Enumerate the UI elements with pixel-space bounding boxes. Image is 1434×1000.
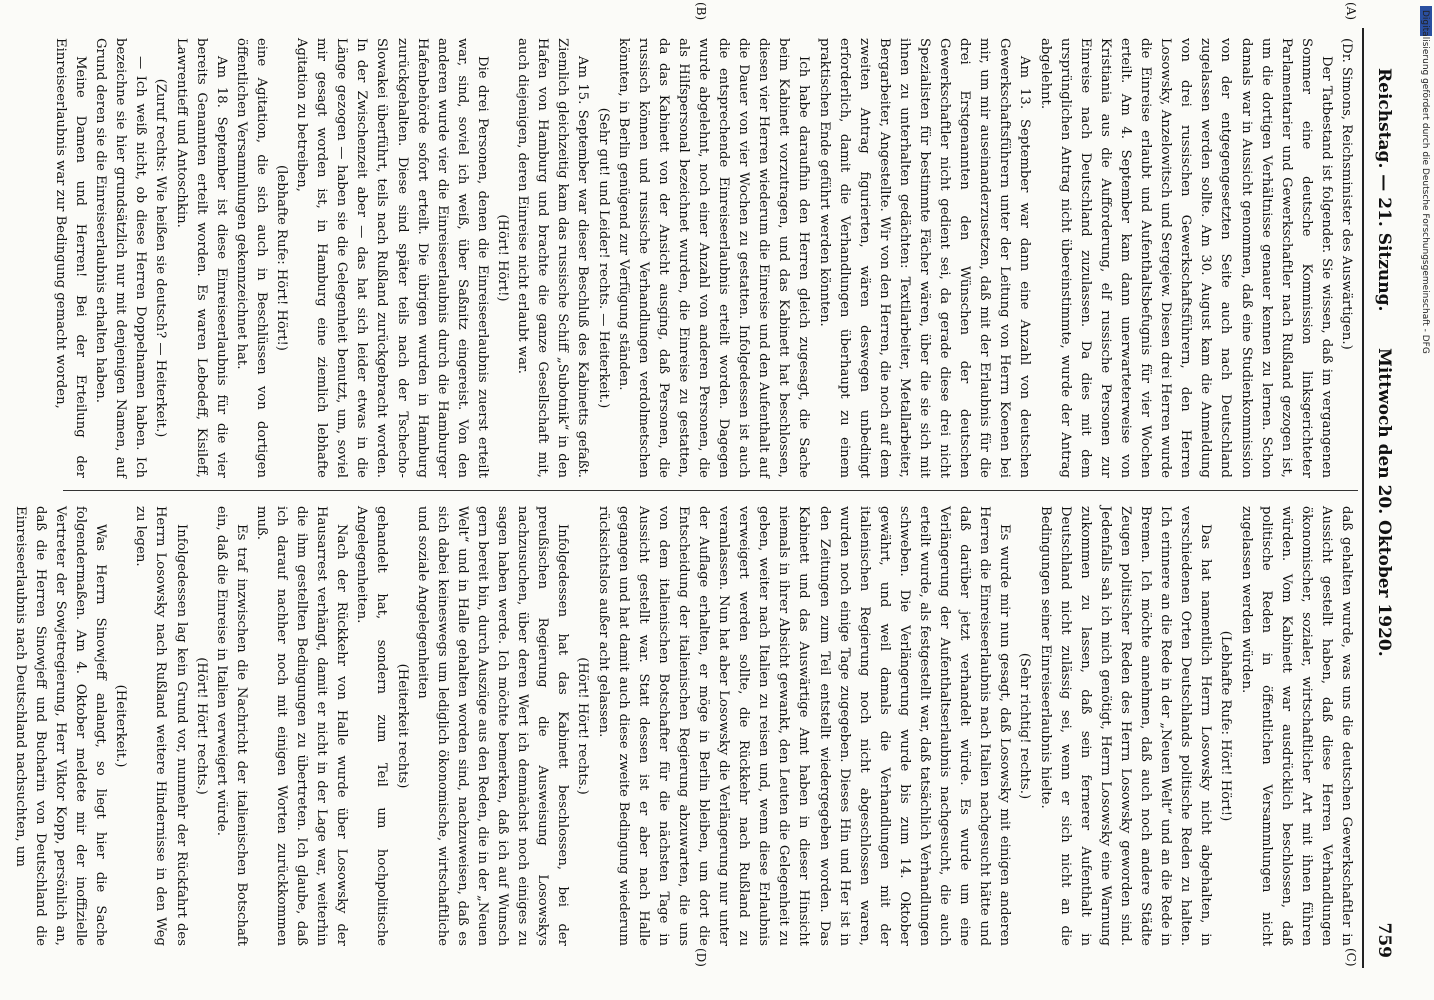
- interjection: (Hört! Hört! rechts.): [575, 657, 591, 795]
- paragraph: Infolgedessen lag kein Grund vor, nunmehr der Rückfahrt des Herrn Losowsky nach Rußland weitere Hindernisse in den Weg zu legen.: [133, 506, 189, 946]
- margin-mark-d: (D): [694, 948, 708, 967]
- interjection: (Sehr gut! und Leider! rechts. — Heiterkeit.): [595, 107, 611, 409]
- digitization-note: [1418, 10, 1432, 600]
- margin-mark-a: (A): [1344, 2, 1358, 21]
- paragraph: daß gehalten wurde, was uns die deutschen Gewerkschaftler in Aussicht gestellt haben, daß diese Herren Verhandlungen ökonomischer, sozialer, wirtschaftlicher Art mit ihnen führen würden. Vom Kabinett war ausdrücklich beschlossen, daß politische Reden in öffentlichen Versammlungen nicht zugelassen werden würden.: [1238, 506, 1354, 946]
- paragraph: Am 15. September war dieser Beschluß des Kabinetts gefaßt. Ziemlich gleichzeitig kam das russische Schiff „Subotnik“ in den Hafen von Hamburg und brachte die ganze Gesellschaft mit, auch diejenigen, deren Einreise nicht erlaubt war.: [515, 38, 591, 478]
- paragraph: Was Herrn Sinowjeff anlangt, so liegt hier die Sache folgendermaßen. Am 4. Oktober meldete mir der inoffizielle Vertreter der Sowjetregierung, Herr Viktor Kopp, persönlich an, daß die Herren Sinowjeff und Bucharin von Deutschland die Einreiseerlaubnis nach Deutschland nachsuchten, um: [12, 506, 109, 946]
- paragraph: Am 18. September ist diese Einreiseerlaubnis für die vier bereits Genannten erteilt worden. Es waren Lebedeff, Kisileff, Lawrentieff und Antoschkin.: [173, 38, 229, 478]
- text-column-right: [10, 506, 1356, 946]
- paragraph: Infolgedessen hat das Kabinett beschlossen, bei der preußischen Regierung die Ausweisung Losowskys nachzusuchen, über deren Wert ich demnächst noch einiges zu sagen haben werde. Ich möchte bemerken, daß ich auf Wunsch gern bereit bin, durch Auszüge aus den Reden, die in der „Neuen Welt“ und in Halle gehalten worden sind, nachzuweisen, daß es sich dabei keineswegs um lediglich ökonomische, wirtschaftliche und soziale Angelegenheiten: [414, 506, 571, 946]
- header-rule: [1362, 28, 1364, 968]
- paragraph: Das hat namentlich Herrn Losowsky nicht abgehalten, in verschiedenen Orten Deutschlands politische Reden zu halten. Ich erinnere an die Rede in der „Neuen Welt“ und an die Rede in Bremen. Ich möchte annehmen, daß auch noch andere Städte Zeugen politischer Reden des Herrn Losowsky geworden sind. Jedenfalls sah ich mich genötigt, Herrn Losowsky eine Warnung zukommen zu lassen, daß sein fernerer Aufenthalt in Deutschland nicht zulässig sei, wenn er sich nicht an die Bedingungen seiner Einreiseerlaubnis hielte.: [1037, 506, 1214, 946]
- running-header: [1368, 28, 1398, 968]
- text-column-left: [50, 38, 1356, 478]
- margin-mark-c: (C): [1344, 948, 1358, 967]
- paragraph: Es traf inzwischen die Nachricht der italienischen Botschaft ein, daß die Einreise in Italien verweigert würde.: [213, 506, 249, 946]
- interjection: (lebhafte Rufe: Hört! Hört!): [274, 165, 290, 351]
- page-number: 759: [1374, 922, 1394, 958]
- interjection: (Sehr richtig! rechts.): [1017, 652, 1033, 800]
- interjection: (Heiterkeit.): [113, 684, 129, 768]
- interjection: (Hört! Hört!): [495, 214, 511, 302]
- paragraph: Der Tatbestand ist folgender. Sie wissen, daß im vergangenen Sommer eine deutsche Kommission linksgerichteter Parlamentarier und Gewerkschaftler nach Rußland gezogen ist, um die dortigen Verhältnisse genauer kennen zu lernen. Schon damals war in Aussicht genommen, daß eine Studienkommission von der entgegengesetzten Seite auch nach Deutschland zugelassen werden sollte. Am 30. August kam die Anmeldung von drei russischen Gewerkschaftsführern, den Herren Losowsky, Anzelowitsch und Sergejew. Diesen drei Herren wurde die Einreise erlaubt und Aufenthaltsbefugnis für vier Wochen erteilt. Am 4. September kam dann unerwarteterweise von Kristiania aus die Aufforderung, elf russische Personen zur Einreise nach Deutschland zuzulassen. Da dies mit dem ursprünglichen Antrag nicht übereinstimmte, wurde der Antrag abgelehnt.: [1037, 38, 1334, 478]
- interjection: (Hört! Hört! rechts.): [193, 657, 209, 795]
- header-session: Reichstag. — 21. Sitzung.: [1374, 68, 1394, 312]
- paragraph: Ich habe daraufhin den Herren gleich zugesagt, die Sache beim Kabinett vorzutragen, und das Kabinett hat beschlossen, diesen vier Herren wiederum die Einreise und den Aufenthalt auf die Dauer von vier Wochen zu gestatten. Infolgedessen ist auch die entsprechende Einreiseerlaubnis erteilt worden. Dagegen wurde abgelehnt, noch einer Anzahl von anderen Personen, die als Hilfspersonal bezeichnet wurden, die Einreise zu gestatten, da das Kabinett von der Ansicht ausging, daß Personen, die russisch können und russische Verhandlungen verdolmetschen könnten, in Berlin genügend zur Verfügung ständen.: [615, 38, 812, 478]
- paragraph: Am 13. September war dann eine Anzahl von deutschen Gewerkschaftsführern unter der Leitung von Herrn Koenen bei mir, um mir auseinanderzusetzen, daß mit der Erlaubnis für die drei Erstgenannten den Wünschen der deutschen Gewerkschaftler nicht gedient sei, da gerade diese drei nicht Spezialisten für bestimmte Fächer wären, über die sie sich mit ihnen zu unterhalten gedächten: Textilarbeiter, Metallarbeiter, Bergarbeiter, Angestellte. Wir von den Herren, die noch auf dem zweiten Antrag figurierten, wären deswegen unbedingt erforderlich, damit die Verhandlungen überhaupt zu einem praktischen Ende geführt werden könnten.: [816, 38, 1033, 478]
- margin-mark-b: (B): [694, 2, 708, 21]
- paragraph: Die drei Personen, denen die Einreiseerlaubnis zuerst erteilt war, sind, soviel ich weiß, über Saßnitz eingereist. Von den anderen wurde vier die Einreiseerlaubnis durch die Hamburger Hafenbehörde sofort erteilt. Die übrigen wurden in Hamburg zurückgehalten. Diese sind später teils nach der Tschecho-Slowakei überführt, teils nach Rußland zurückgebracht worden. In der Zwischenzeit aber — das hat sich leider etwas in die Länge gezogen — haben sie die Gelegenheit benutzt, um, soviel mir gesagt worden ist, in Hamburg eine ziemlich lebhafte Agitation zu betreiben,: [294, 38, 490, 478]
- paragraph: Nach der Rückkehr von Halle wurde über Losowsky der Hausarrest verhängt, damit er nicht in der Lage war, weiterhin die ihm gestellten Bedingungen zu übertreten. Ich glaube, daß ich darauf nachher noch mit einigen Worten zurückkommen muß.: [253, 506, 350, 946]
- digitization-note-text: Digitalisierung gefördert durch die Deutsche Forschungsgemeinschaft - DFG: [1420, 10, 1430, 354]
- paragraph: — Ich weiß nicht, ob diese Herren Doppelnamen haben. Ich bezeichne sie hier grundsätzlich nur mit denjenigen Namen, auf Grund deren sie die Einreiseerlaubnis erhalten haben.: [93, 38, 149, 478]
- column-divider: [63, 490, 1358, 491]
- speaker-line: (Dr. Simons, Reichsminister des Auswärtigen.): [1339, 38, 1354, 350]
- page-content-rotated: [12, 2, 1398, 968]
- interjection: (Zuruf rechts: Wie heißen sie deutsch? — Heiterkeit.): [153, 78, 169, 438]
- header-date: Mittwoch den 20. Oktober 1920.: [1374, 348, 1394, 657]
- paragraph: Meine Damen und Herren! Bei der Erteilung der Einreiseerlaubnis war zur Bedingung gemacht worden,: [53, 38, 89, 478]
- paragraph: eine Agitation, die sich auch in Beschlüssen von dortigen öffentlichen Versammlungen gekennzeichnet hat.: [233, 38, 269, 478]
- paragraph: gehandelt hat, sondern zum Teil um hochpolitische Angelegenheiten.: [354, 506, 390, 946]
- paragraph: Es wurde mir nun gesagt, daß Losowsky mit einigen anderen Herren die Einreiseerlaubnis nach Italien nachgesucht hätte und daß darüber jetzt verhandelt würde. Es wurde um eine Verlängerung der Aufenthaltserlaubnis nachgesucht, die auch erteilt wurde, als festgestellt war, daß tatsächlich Verhandlungen schweben. Die Verlängerung wurde bis zum 14. Oktober gewährt, und weil damals die Verhandlungen mit der italienischen Regierung noch nicht abgeschlossen waren, wurden noch einige Tage zugegeben. Dieses Hin und Her ist in den Zeitungen zum Teil entstellt wiedergegeben worden. Das Kabinett und das Auswärtige Amt haben in dieser Hinsicht niemals in ihrer Absicht gewankt, den Leuten die Gelegenheit zu geben, weiter nach Italien zu reisen und, wenn diese Erlaubnis verweigert werden sollte, die Rückkehr nach Rußland zu veranlassen. Nun hat aber Losowsky die Verlängerung nur unter der Auflage erhalten, er möge in Berlin bleiben, um dort die Entscheidung der italienischen Regierung abzuwarten, die uns von dem italienischen Botschafter für die nächsten Tage in Aussicht gestellt war. Statt dessen ist er aber nach Halle gegangen und hat damit auch diese zweite Bedingung wiederum rücksichtslos außer acht gelassen.: [595, 506, 1013, 946]
- interjection: (Lebhafte Rufe: Hört! Hört!): [1218, 630, 1234, 822]
- interjection: (Heiterkeit rechts): [394, 663, 410, 789]
